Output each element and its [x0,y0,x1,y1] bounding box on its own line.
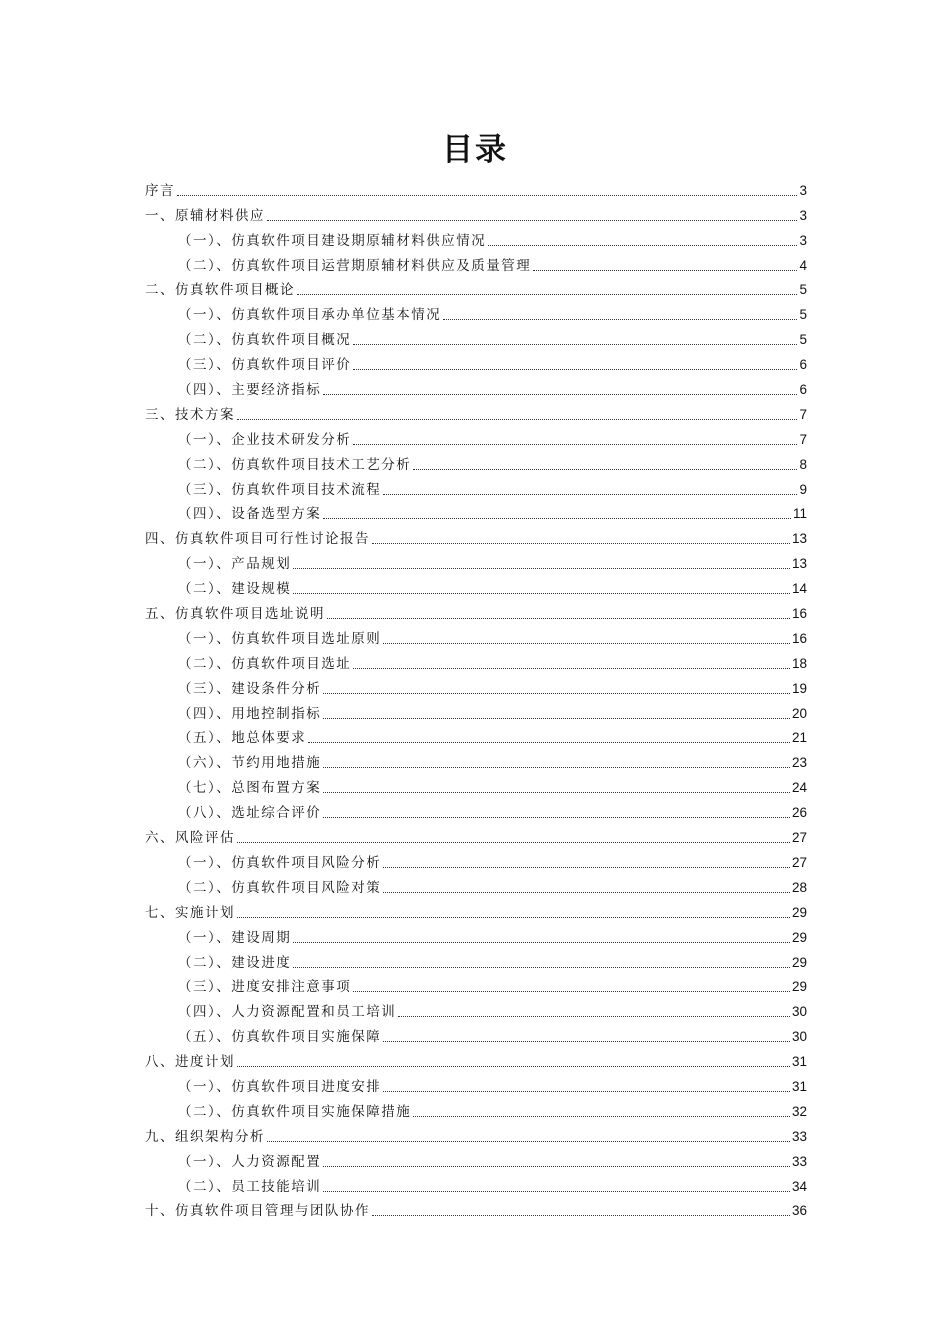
toc-entry[interactable] [145,623,807,648]
toc-entry[interactable] [145,996,807,1021]
toc-entry-label: （一）、仿真软件项目选址原则 [178,630,382,647]
toc-dot-leader [323,518,791,519]
toc-entry-label: （二）、仿真软件项目技术工艺分析 [178,456,412,473]
toc-entry[interactable] [145,772,807,797]
toc-dot-leader [237,1066,790,1067]
toc-entry-page-number: 24 [791,780,807,796]
toc-entry-page-number: 13 [791,556,807,572]
toc-entry[interactable] [145,1146,807,1171]
toc-entry[interactable] [145,822,807,847]
toc-entry-page-number: 13 [791,531,807,547]
toc-entry[interactable] [145,1196,807,1221]
toc-dot-leader [323,817,790,818]
toc-entry[interactable] [145,1046,807,1071]
toc-dot-leader [323,1191,790,1192]
toc-entry-page-number: 16 [791,606,807,622]
toc-entry-label: 七、实施计划 [145,904,235,921]
toc-entry-label: （二）、仿真软件项目风险对策 [178,879,382,896]
toc-entry[interactable] [145,349,807,374]
toc-dot-leader [383,494,797,495]
toc-entry-label: 九、组织架构分析 [145,1128,265,1145]
toc-dot-leader [443,319,797,320]
toc-entry-page-number: 20 [791,705,807,721]
toc-entry[interactable] [145,573,807,598]
toc-entry-page-number: 33 [791,1128,807,1144]
toc-entry-label: （五）、地总体要求 [178,730,307,747]
toc-dot-leader [372,1215,790,1216]
toc-entry[interactable] [145,922,807,947]
toc-entry-label: （一）、人力资源配置 [178,1153,322,1170]
toc-entry-label: 六、风险评估 [145,830,235,847]
toc-entry-label: （一）、企业技术研发分析 [178,431,352,448]
toc-dot-leader [293,967,790,968]
toc-entry-label: （一）、仿真软件项目承办单位基本情况 [178,307,442,324]
toc-entry-page-number: 28 [791,879,807,895]
toc-entry-page-number: 11 [792,506,807,522]
toc-dot-leader [383,892,790,893]
table-of-contents [145,175,807,1220]
toc-entry-label: （一）、仿真软件项目建设期原辅材料供应情况 [178,232,487,249]
toc-dot-leader [237,842,790,843]
toc-entry-page-number: 27 [791,830,807,846]
toc-dot-leader [323,693,790,694]
toc-entry-page-number: 36 [791,1203,807,1219]
toc-entry[interactable] [145,698,807,723]
toc-entry-label: （二）、建设规模 [178,581,292,598]
toc-entry-page-number: 29 [791,954,807,970]
toc-entry-label: 一、原辅材料供应 [145,207,265,224]
toc-entry[interactable] [145,723,807,748]
toc-entry-label: （二）、建设进度 [178,954,292,971]
toc-dot-leader [488,245,797,246]
toc-dot-leader [327,618,790,619]
toc-dot-leader [267,1141,790,1142]
toc-entry-label: 序言 [145,182,175,199]
toc-entry-page-number: 7 [799,431,807,447]
toc-entry-page-number: 34 [791,1178,807,1194]
toc-entry-page-number: 30 [791,1029,807,1045]
toc-entry-page-number: 21 [791,730,807,746]
toc-dot-leader [323,1166,790,1167]
toc-entry-label: （二）、仿真软件项目选址 [178,655,352,672]
toc-entry-page-number: 30 [791,1004,807,1020]
toc-entry-page-number: 29 [791,904,807,920]
toc-entry[interactable] [145,598,807,623]
toc-entry-page-number: 23 [791,755,807,771]
toc-dot-leader [383,867,790,868]
toc-entry-page-number: 3 [799,232,807,248]
toc-entry-label: （三）、进度安排注意事项 [178,979,352,996]
toc-entry-label: （二）、仿真软件项目运营期原辅材料供应及质量管理 [178,257,532,274]
toc-entry[interactable] [145,324,807,349]
toc-entry[interactable] [145,897,807,922]
toc-entry[interactable] [145,474,807,499]
toc-entry[interactable] [145,399,807,424]
toc-dot-leader [323,792,790,793]
toc-entry[interactable] [145,1071,807,1096]
toc-entry-label: （三）、仿真软件项目技术流程 [178,481,382,498]
toc-dot-leader [293,568,790,569]
toc-entry-page-number: 27 [791,854,807,870]
toc-entry-label: 四、仿真软件项目可行性讨论报告 [145,531,370,548]
toc-entry-page-number: 18 [791,655,807,671]
toc-entry-page-number: 8 [799,456,807,472]
toc-entry-page-number: 26 [791,805,807,821]
toc-entry-label: （一）、建设周期 [178,929,292,946]
toc-entry-label: （一）、仿真软件项目进度安排 [178,1078,382,1095]
toc-entry-label: 二、仿真软件项目概论 [145,282,295,299]
toc-entry[interactable] [145,424,807,449]
toc-entry[interactable] [145,250,807,275]
toc-entry[interactable] [145,947,807,972]
toc-dot-leader [293,593,790,594]
toc-entry-label: （二）、仿真软件项目实施保障措施 [178,1103,412,1120]
toc-entry[interactable] [145,225,807,250]
toc-entry[interactable] [145,1021,807,1046]
toc-entry-page-number: 29 [791,929,807,945]
toc-entry-label: 十、仿真软件项目管理与团队协作 [145,1203,370,1220]
toc-entry-label: 八、进度计划 [145,1054,235,1071]
toc-dot-leader [323,767,790,768]
toc-entry-page-number: 7 [799,406,807,422]
toc-entry-label: （四）、设备选型方案 [178,506,322,523]
toc-entry[interactable] [145,1121,807,1146]
toc-dot-leader [237,419,797,420]
toc-entry-label: 五、仿真软件项目选址说明 [145,606,325,623]
toc-entry-page-number: 6 [799,382,807,398]
toc-entry-label: 三、技术方案 [145,406,235,423]
toc-entry-page-number: 5 [799,282,807,298]
toc-entry-label: （三）、仿真软件项目评价 [178,357,352,374]
toc-entry-page-number: 9 [799,481,807,497]
toc-dot-leader [413,469,797,470]
page-title: 目录 [442,132,508,168]
toc-dot-leader [533,270,797,271]
toc-dot-leader [398,1016,790,1017]
toc-entry-label: （一）、产品规划 [178,556,292,573]
toc-dot-leader [353,369,797,370]
toc-entry[interactable] [145,299,807,324]
toc-dot-leader [353,991,790,992]
toc-entry-page-number: 3 [799,207,807,223]
toc-dot-leader [177,195,797,196]
toc-entry-page-number: 5 [799,332,807,348]
toc-dot-leader [323,718,790,719]
toc-entry[interactable] [145,648,807,673]
toc-dot-leader [353,344,797,345]
toc-entry-page-number: 33 [791,1153,807,1169]
toc-entry-page-number: 5 [799,307,807,323]
toc-entry[interactable] [145,797,807,822]
toc-entry[interactable] [145,673,807,698]
toc-entry-page-number: 29 [791,979,807,995]
toc-entry-page-number: 14 [791,581,807,597]
toc-entry[interactable] [145,872,807,897]
toc-entry-label: （六）、节约用地措施 [178,755,322,772]
toc-entry-label: （二）、员工技能培训 [178,1178,322,1195]
toc-entry-label: （二）、仿真软件项目概况 [178,332,352,349]
toc-entry-page-number: 32 [791,1103,807,1119]
toc-entry[interactable] [145,548,807,573]
toc-entry-page-number: 6 [799,357,807,373]
toc-dot-leader [353,668,790,669]
toc-entry-label: （一）、仿真软件项目风险分析 [178,854,382,871]
toc-dot-leader [383,643,790,644]
toc-entry-page-number: 16 [791,630,807,646]
toc-dot-leader [323,394,797,395]
toc-entry[interactable] [145,175,807,200]
toc-entry[interactable] [145,1171,807,1196]
toc-entry-label: （五）、仿真软件项目实施保障 [178,1029,382,1046]
toc-entry[interactable] [145,523,807,548]
toc-dot-leader [267,220,797,221]
toc-entry[interactable] [145,747,807,772]
toc-entry-label: （四）、主要经济指标 [178,382,322,399]
toc-entry[interactable] [145,200,807,225]
toc-entry[interactable] [145,499,807,524]
toc-entry[interactable] [145,374,807,399]
toc-entry-page-number: 3 [799,182,807,198]
toc-dot-leader [237,917,790,918]
toc-dot-leader [383,1091,790,1092]
toc-entry-page-number: 31 [791,1078,807,1094]
toc-entry[interactable] [145,1096,807,1121]
toc-dot-leader [293,942,790,943]
toc-entry-label: （四）、人力资源配置和员工培训 [178,1004,397,1021]
toc-entry[interactable] [145,847,807,872]
toc-entry-label: （八）、选址综合评价 [178,805,322,822]
toc-entry[interactable] [145,972,807,997]
toc-dot-leader [383,1041,790,1042]
toc-dot-leader [297,294,797,295]
toc-entry-label: （三）、建设条件分析 [178,680,322,697]
toc-entry[interactable] [145,275,807,300]
toc-entry-page-number: 19 [791,680,807,696]
toc-dot-leader [353,444,797,445]
toc-entry-label: （七）、总图布置方案 [178,780,322,797]
toc-entry-page-number: 4 [799,257,807,273]
toc-dot-leader [308,742,790,743]
toc-entry-page-number: 31 [791,1054,807,1070]
toc-dot-leader [413,1116,790,1117]
toc-dot-leader [372,543,790,544]
toc-entry[interactable] [145,449,807,474]
toc-entry-label: （四）、用地控制指标 [178,705,322,722]
